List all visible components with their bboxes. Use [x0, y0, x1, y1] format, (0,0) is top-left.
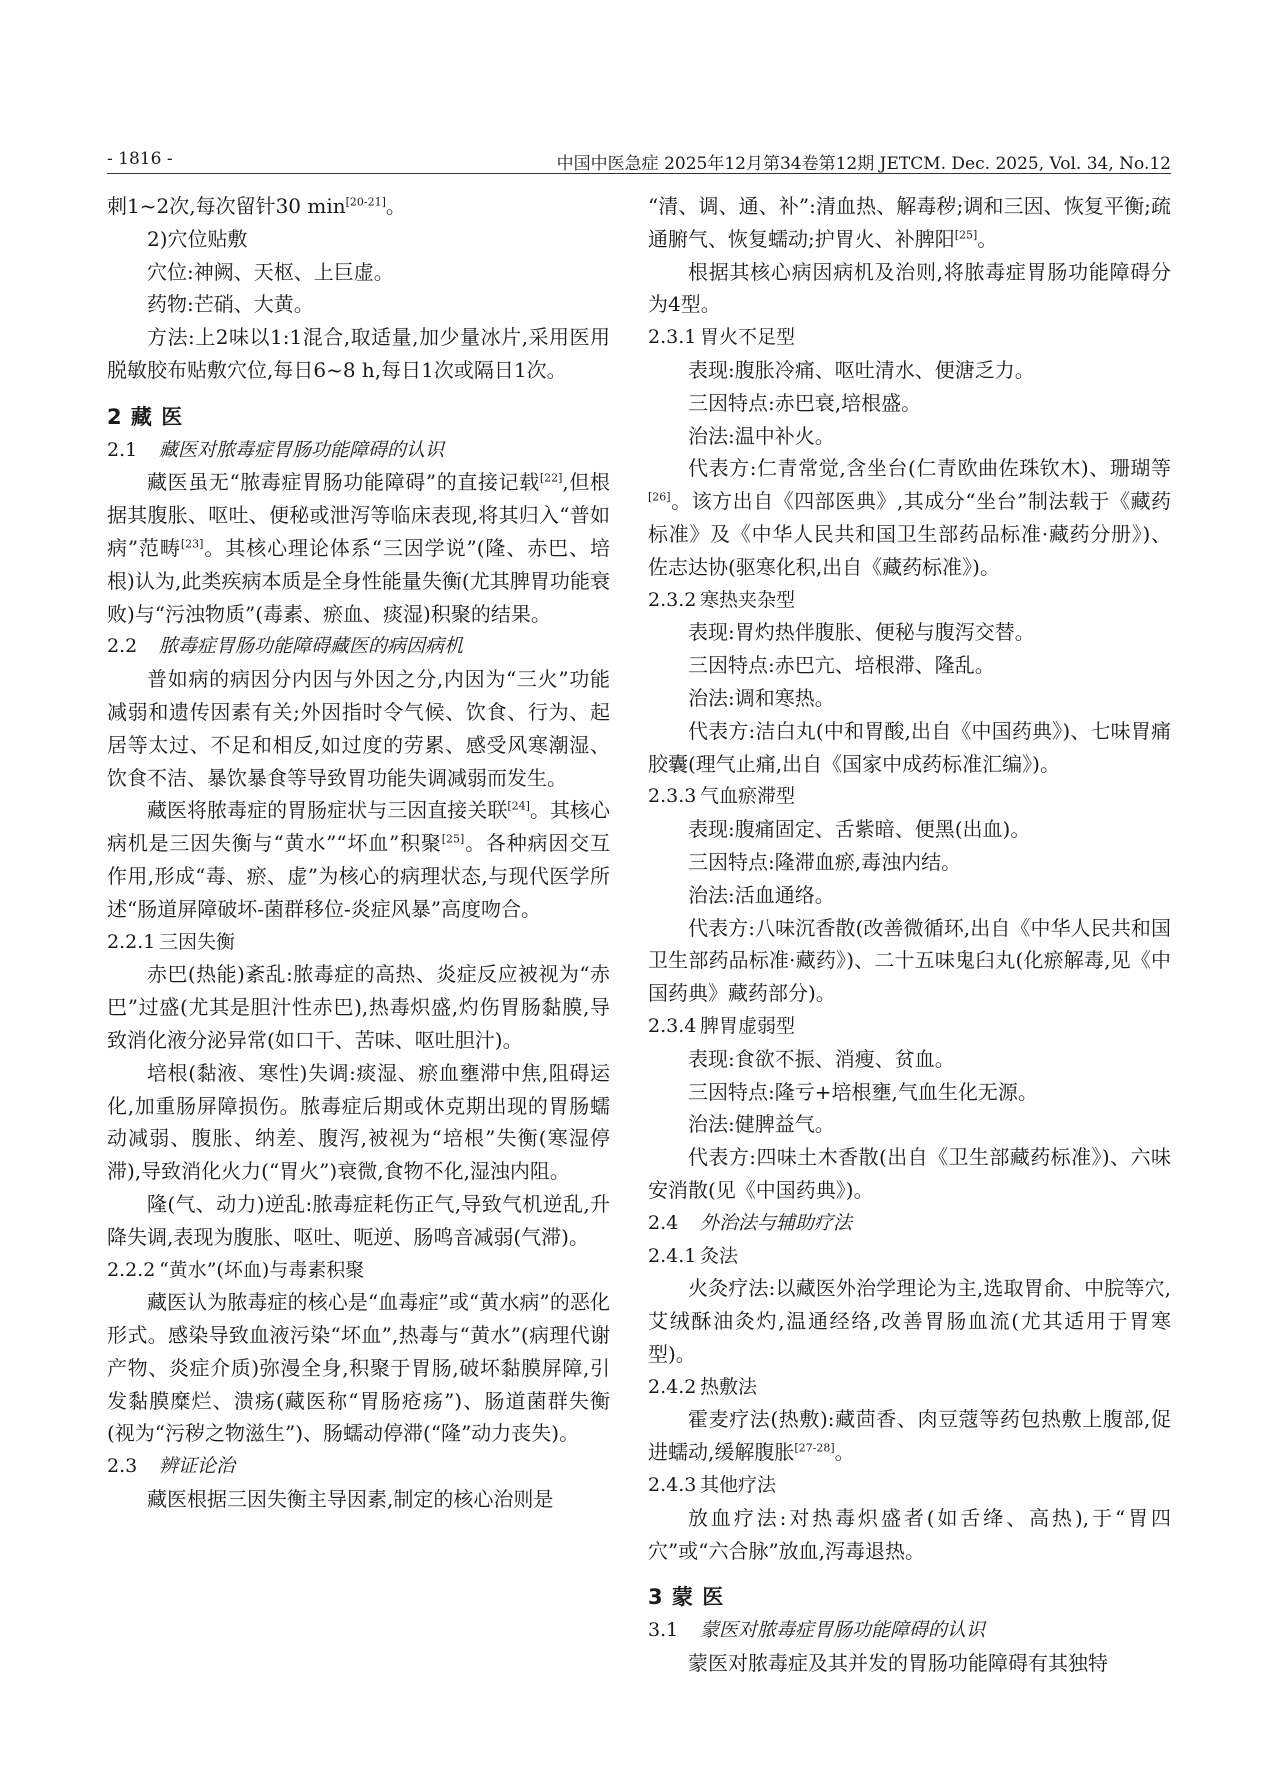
- subsubsection-heading: [648, 321, 1171, 354]
- section-heading: 2 藏 医: [107, 404, 184, 429]
- text-span: 脾胃虚弱型: [700, 1014, 796, 1037]
- subsection-heading: [107, 630, 610, 663]
- text-span: 藏医虽无“脓毒症胃肠功能障碍”的直接记载: [147, 470, 540, 495]
- text-span: 2.4.3: [648, 1474, 697, 1497]
- text-span: 2.3: [107, 1455, 138, 1478]
- paragraph: 方法:上2味以1:1混合,取适量,加少量冰片,采用医用脱敏胶布贴敷穴位,每日6~8 h,每日1次或隔日1次。: [107, 325, 610, 382]
- text-span: 热敷法: [700, 1375, 758, 1398]
- text-span: 2.1: [107, 438, 138, 461]
- subsubsection-heading: [648, 584, 1171, 617]
- paragraph: 代表方:八味沉香散(改善微循环,出自《中华人民共和国卫生部药品标准·藏药》)、二十五味鬼臼丸(化瘀解毒,见《中国药典》藏药部分)。: [648, 915, 1171, 1006]
- citation: [27-28]: [794, 1441, 835, 1455]
- subsubsection-heading: [648, 1469, 1171, 1502]
- text-span: 2.4.2: [648, 1375, 697, 1398]
- paragraph: [107, 794, 610, 925]
- citation: [23]: [180, 537, 204, 551]
- paragraph: 藏医根据三因失衡主导因素,制定的核心治则是: [147, 1487, 554, 1512]
- text-span: 气血瘀滞型: [700, 785, 796, 808]
- text-span: 2.2.1: [107, 930, 156, 953]
- paragraph: 放血疗法:对热毒炽盛者(如舌绛、高热),于“胃四穴”或“六合脉”放血,泻毒退热。: [648, 1505, 1171, 1563]
- paragraph: 三因特点:赤巴衰,培根盛。: [688, 390, 922, 415]
- paragraph: 普如病的病因分内因与外因之分,内因为“三火”功能减弱和遗传因素有关;外因指时令气候、饮食、行为、起居等太过、不足和相反,如过度的劳累、感受风寒潮湿、饮食不洁、暴饮暴食等导致胃功能失调减弱而发生。: [107, 667, 610, 790]
- text-span: 蒙医对脓毒症胃肠功能障碍的认识: [700, 1619, 986, 1642]
- paragraph: [107, 190, 610, 223]
- subsubsection-heading: [648, 1010, 1171, 1043]
- citation: [25]: [954, 228, 978, 242]
- text-span: 寒热夹杂型: [700, 588, 796, 611]
- text-span: 。其核心病机是三因失衡与“黄水”“坏血”积聚: [107, 798, 611, 856]
- header-rule: [107, 173, 1171, 174]
- citation: [26]: [648, 490, 671, 504]
- paragraph: 赤巴(热能)紊乱:脓毒症的高热、炎症反应被视为“赤巴”过盛(尤其是胆汁性赤巴),热毒炽盛,灼伤胃肠黏膜,导致消化液分泌异常(如口干、苦味、呕吐胆汁)。: [107, 962, 610, 1052]
- left-column: [107, 190, 610, 1516]
- paragraph: 隆(气、动力)逆乱:脓毒症耗伤正气,导致气机逆乱,升降失调,表现为腹胀、呕吐、呃逆、肠鸣音减弱(气滞)。: [107, 1191, 610, 1249]
- paragraph: 培根(黏液、寒性)失调:痰湿、瘀血壅滞中焦,阻碍运化,加重肠屏障损伤。脓毒症后期或休克期出现的胃肠蠕动减弱、腹胀、纳差、腹泻,被视为“培根”失衡(寒湿停滞),导致消化火力(“胃火”)衰微,食物不化,湿浊内阻。: [107, 1060, 610, 1184]
- page-header: [107, 136, 1171, 176]
- text-span: 辨证论治: [159, 1455, 236, 1478]
- citation: [24]: [507, 799, 530, 813]
- subsubsection-heading: [648, 1240, 1171, 1273]
- paragraph: 表现:食欲不振、消瘦、贫血。: [688, 1046, 955, 1071]
- subsubsection-heading: [107, 1254, 610, 1287]
- text-span: 刺1~2次,每次留针30 min: [107, 194, 346, 218]
- paragraph: 代表方:四味土木香散(出自《卫生部藏药标准》)、六味安消散(见《中国药典》)。: [648, 1145, 1171, 1202]
- text-span: 三因失衡: [159, 930, 236, 953]
- text-span: 2.4.1: [648, 1244, 697, 1267]
- subsubsection-heading: [648, 1371, 1171, 1404]
- citation: [25]: [441, 832, 465, 846]
- paragraph: 代表方:洁白丸(中和胃酸,出自《中国药典》)、七味胃痛胶囊(理气止痛,出自《国家中成药标准汇编》)。: [648, 718, 1171, 776]
- text-span: 。该方出自《四部医典》,其成分“坐台”制法载于《藏药标准》及《中华人民共和国卫生部药品标准·藏药分册》)、佐志达协(驱寒化积,出自《藏药标准》)。: [648, 489, 1171, 579]
- text-span: 灸法: [700, 1244, 739, 1267]
- paragraph: [107, 466, 610, 630]
- paragraph: [648, 190, 1171, 256]
- citation: [22]: [539, 471, 563, 485]
- subsection-heading: [107, 1450, 610, 1483]
- citation: [20-21]: [345, 195, 386, 209]
- paragraph: 治法:活血通络。: [688, 882, 835, 907]
- paragraph: 穴位:神阙、天枢、上巨虚。: [147, 259, 394, 284]
- subsection-heading: [648, 1207, 1171, 1240]
- subsubsection-heading: [648, 780, 1171, 813]
- list-item: 2)穴位贴敷: [147, 226, 248, 251]
- text-span: 其他疗法: [700, 1474, 777, 1497]
- text-span: 2.3.3: [648, 785, 697, 808]
- subsection-heading: [648, 1614, 1171, 1647]
- text-span: 脓毒症胃肠功能障碍藏医的病因病机: [159, 635, 464, 658]
- right-column: [648, 190, 1171, 1680]
- paragraph: 蒙医对脓毒症及其并发的胃肠功能障碍有其独特: [688, 1651, 1108, 1676]
- paragraph: 三因特点:隆滞血瘀,毒浊内结。: [688, 849, 962, 874]
- text-span: 外治法与辅助疗法: [700, 1211, 853, 1234]
- paragraph: [648, 1403, 1171, 1469]
- text-span: 2.2: [107, 635, 138, 658]
- paragraph: 根据其核心病因病机及治则,将脓毒症胃肠功能障碍分为4型。: [648, 259, 1171, 317]
- paragraph: 三因特点:赤巴亢、培根滞、隆乱。: [688, 653, 995, 678]
- text-span: ,但根据其腹胀、呕吐、便秘或泄泻等临床表现,将其归入“普如病”范畴: [107, 470, 610, 560]
- paragraph: 藏医认为脓毒症的核心是“血毒症”或“黄水病”的恶化形式。感染导致血液污染“坏血”,热毒与“黄水”(病理代谢产物、炎症介质)弥漫全身,积聚于胃肠,破坏黏膜屏障,引发黏膜糜烂、溃疡(藏医称“胃肠疮疡”)、肠道菌群失衡(视为“污秽之物滋生”)、肠蠕动停滞(“隆”动力丧失)。: [107, 1290, 610, 1446]
- text-span: 2.3.1: [648, 326, 697, 349]
- text-span: 。: [385, 194, 406, 218]
- paragraph: 火灸疗法:以藏医外治学理论为主,选取胃俞、中脘等穴,艾绒酥油灸灼,温通经络,改善胃肠血流(尤其适用于胃寒型)。: [648, 1276, 1171, 1366]
- text-span: 。: [834, 1440, 855, 1465]
- text-span: 3.1: [648, 1619, 679, 1642]
- text-span: “黄水”(坏血)与毒素积聚: [159, 1258, 365, 1281]
- text-span: 。: [977, 226, 998, 251]
- journal-info: 中国中医急症 2025年12月第34卷第12期 JETCM. Dec. 2025, Vol. 34, No.12: [556, 154, 1171, 174]
- text-span: 。各种病因交互作用,形成“毒、瘀、虚”为核心的病理状态,与现代医学所述“肠道屏障破坏-菌群移位-炎症风暴”高度吻合。: [107, 831, 610, 921]
- text-span: 胃火不足型: [700, 326, 796, 349]
- paragraph: 表现:腹痛固定、舌紫暗、便黑(出血)。: [688, 817, 1031, 842]
- paragraph: 表现:腹胀冷痛、呕吐清水、便溏乏力。: [688, 357, 1035, 382]
- paragraph: [648, 452, 1171, 583]
- paragraph: 表现:胃灼热伴腹胀、便秘与腹泻交替。: [688, 620, 1035, 645]
- text-span: “清、调、通、补”:清血热、解毒秽;调和三因、恢复平衡;疏通腑气、恢复蠕动;护胃火、补脾阳: [648, 194, 1171, 251]
- subsubsection-heading: [107, 926, 610, 959]
- text-span: 藏医将脓毒症的胃肠症状与三因直接关联: [147, 798, 508, 823]
- paragraph: 三因特点:隆亏+培根壅,气血生化无源。: [688, 1079, 1038, 1104]
- text-span: 2.3.2: [648, 588, 697, 611]
- text-span: 2.3.4: [648, 1014, 697, 1037]
- page-number: - 1816 -: [107, 149, 173, 169]
- paragraph: 药物:芒硝、大黄。: [147, 292, 314, 317]
- subsection-heading: [107, 434, 610, 467]
- text-span: 2.4: [648, 1211, 679, 1234]
- paragraph: 治法:调和寒热。: [688, 685, 835, 710]
- paragraph: 治法:温中补火。: [688, 423, 835, 448]
- paragraph: 治法:健脾益气。: [688, 1112, 835, 1137]
- section-heading: 3 蒙 医: [648, 1585, 725, 1610]
- text-span: 代表方:仁青常觉,含坐台(仁青欧曲佐珠钦木)、珊瑚等: [688, 456, 1171, 481]
- text-span: 。其核心理论体系“三因学说”(隆、赤巴、培根)认为,此类疾病本质是全身性能量失衡(尤其脾胃功能衰败)与“污浊物质”(毒素、瘀血、痰湿)积聚的结果。: [107, 535, 610, 626]
- text-span: 霍麦疗法(热敷):藏茴香、肉豆蔻等药包热敷上腹部,促进蠕动,缓解腹胀: [648, 1407, 1171, 1465]
- text-span: 2.2.2: [107, 1258, 156, 1281]
- text-span: 藏医对脓毒症胃肠功能障碍的认识: [159, 438, 445, 461]
